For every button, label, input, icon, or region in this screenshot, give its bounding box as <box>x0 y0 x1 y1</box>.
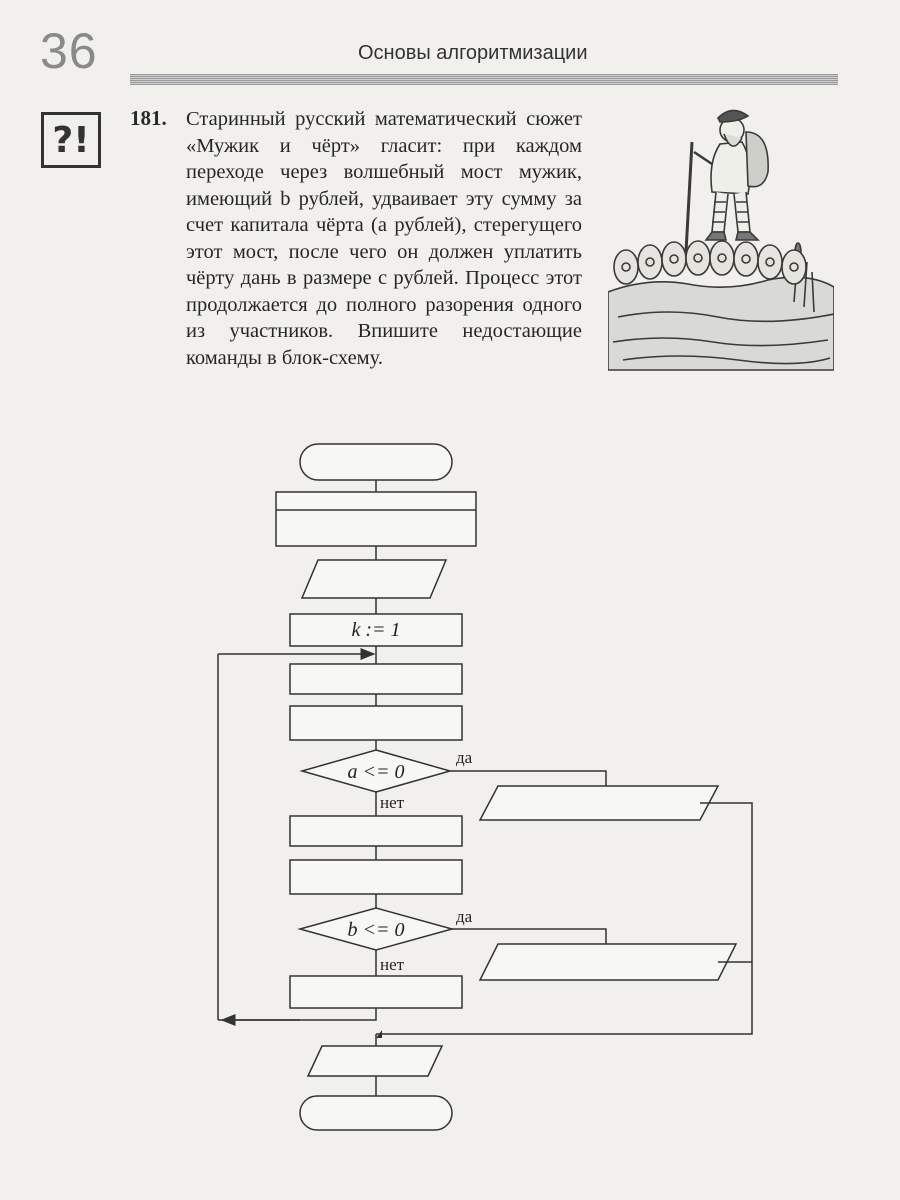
question-exclamation-icon: ?! <box>41 112 101 168</box>
problem-text: Старинный русский математический сюжет «Мужик и чёрт» гласит: при каждом переходе через волшебный мост мужик, имеющий b рублей, удваивает эту сумму за счет капитала чёрта (a рублей), стерегущего этот мост, после чего он должен уплатить чёрту дань в размере c рублей. Процесс этот продолжается до полного разорения одного из участников. Впишите недостающие команды в блок-схему. <box>186 108 582 369</box>
empty-process-block-4 <box>290 816 462 846</box>
empty-process-block-2 <box>290 664 462 694</box>
decision-a-yes-label: да <box>456 748 473 767</box>
decision-b-yes-label: да <box>456 907 473 926</box>
init-label: k := 1 <box>351 619 401 641</box>
decision-b-no-label: нет <box>380 955 405 974</box>
page-number: 36 <box>40 23 98 79</box>
empty-output-block-2 <box>480 944 736 980</box>
empty-input-block <box>302 560 446 598</box>
decision-b-label: b <= 0 <box>347 919 405 941</box>
end-terminal <box>300 1096 452 1130</box>
decision-a-no-label: нет <box>380 793 405 812</box>
problem-number: 181. <box>130 106 167 130</box>
empty-process-block-3 <box>290 706 462 740</box>
running-title: Основы алгоритмизации <box>358 42 588 64</box>
decision-a-label: a <= 0 <box>347 761 405 783</box>
start-terminal <box>300 444 452 480</box>
empty-process-block-1 <box>276 492 476 546</box>
empty-output-block-3 <box>308 1046 442 1076</box>
empty-process-block-5 <box>290 860 462 894</box>
empty-process-block-6 <box>290 976 462 1008</box>
empty-output-block-1 <box>480 786 718 820</box>
